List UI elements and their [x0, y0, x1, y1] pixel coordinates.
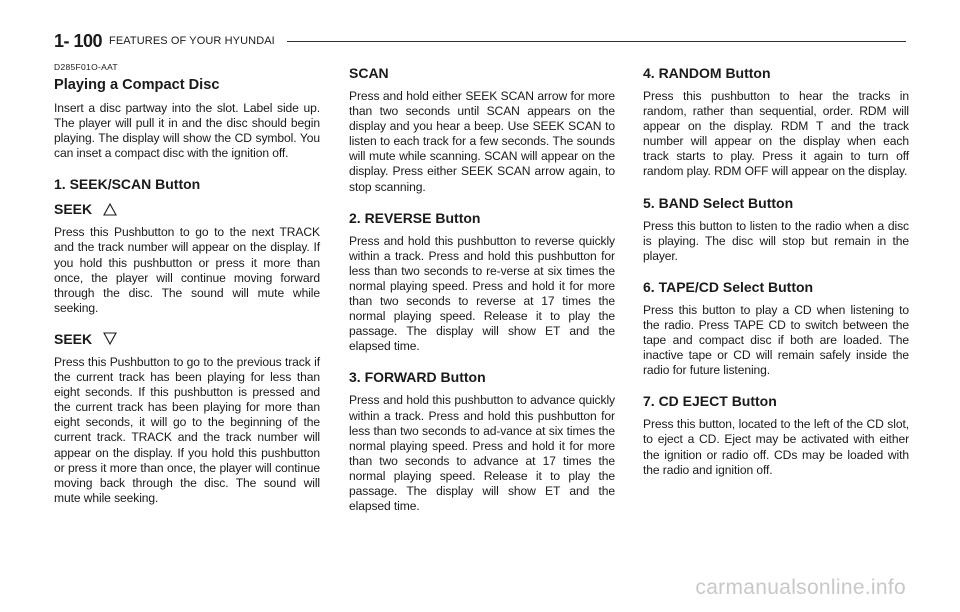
band-paragraph: Press this button to listen to the radio when a disc is playing. The disc will stop but remain in the player. — [643, 218, 909, 263]
seek-up-paragraph: Press this Pushbutton to go to the next TRACK and the track number will appear on the display. If you hold this pushbutton or press it more than once, the player will continue moving forward through the disc. The sound will mute while seeking. — [54, 225, 320, 315]
section-title: FEATURES OF YOUR HYUNDAI — [109, 35, 275, 47]
random-paragraph: Press this pushbutton to hear the tracks in random, rather than sequential, order. RDM will appear on the display. RDM T and the track number will appear on the display when each track starts to play. Press it again to turn off random play. RDM OFF will appear on the display. — [643, 89, 909, 179]
heading-band-label: 5. BAND Select Button — [643, 194, 794, 211]
column-3 — [643, 60, 909, 492]
cd-eject-paragraph: Press this button, located to the left of the CD slot, to eject a CD. Eject may be activated with either the ignition or radio off. CDs may be loaded with the radio and ignition off. — [643, 417, 909, 477]
document-code: D285F01O-AAT — [54, 62, 118, 72]
tape-cd-paragraph: Press this button to play a CD when listening to the radio. Press TAPE CD to switch between the tape and compact disc if both are loaded. The inactive tape or CD will remain safely inside the radio for future listening. — [643, 302, 909, 378]
heading-seek-scan-button — [54, 175, 320, 193]
heading-scan-label: SCAN — [349, 65, 389, 81]
scan-paragraph: Press and hold either SEEK SCAN arrow for more than two seconds until SCAN appears on the display and you hear a beep. Use SEEK SCAN to listen to each track for a few seconds. The sounds will mute while scanning. SCAN will appear on the display. Press either SEEK SCAN arrow again, to stop scanning. — [349, 89, 615, 194]
watermark: carmanualsonline.info — [695, 576, 906, 599]
heading-random-button — [643, 64, 909, 82]
heading-cd-eject-label: 7. CD EJECT Button — [643, 393, 777, 410]
heading-seek-scan-label: 1. SEEK/SCAN Button — [54, 176, 201, 193]
column-1 — [54, 60, 320, 520]
heading-seek-down-label: SEEK — [54, 330, 93, 347]
header-rule — [287, 41, 906, 42]
section-heading-playing-cd: Playing a Compact Disc — [54, 77, 220, 93]
triangle-up-icon — [103, 203, 117, 216]
column-2 — [349, 60, 615, 528]
heading-seek-up-label: SEEK — [54, 201, 93, 218]
reverse-paragraph: Press and hold this pushbutton to reverse quickly within a track. Press and hold this pushbutton for less than two seconds to re-verse at six times the normal playing speed. Press and hold it for more than two seconds to reverse at 17 times the normal playing speed. Release it to play the passage. The display will show ET and the elapsed time. — [349, 233, 615, 354]
heading-forward-button — [349, 368, 615, 386]
intro-paragraph: Insert a disc partway into the slot. Label side up. The player will pull it in and the disc should begin playing. The display will show the CD symbol. You can inset a compact disc with the ignition off. — [54, 101, 320, 161]
triangle-down-icon — [103, 332, 117, 345]
heading-forward-label: 3. FORWARD Button — [349, 369, 486, 386]
heading-tape-cd-button — [643, 278, 909, 296]
seek-down-paragraph: Press this Pushbutton to go to the previous track if the current track has been playing for less than eight seconds. If this pushbutton is pressed and the current track has been playing for more than eight seconds, it will go to the beginning of the current track. TRACK and the track number will appear on the display. If you hold this pushbutton or press it more than once, the player will continue moving back through the disc. The sound will mute while seeking. — [54, 354, 320, 505]
heading-cd-eject-button — [643, 392, 909, 410]
heading-seek-down — [54, 330, 320, 348]
heading-scan — [349, 64, 615, 82]
heading-tape-cd-label: 6. TAPE/CD Select Button — [643, 278, 814, 295]
heading-band-button — [643, 194, 909, 212]
heading-seek-up — [54, 200, 320, 218]
heading-reverse-button — [349, 209, 615, 227]
heading-reverse-label: 2. REVERSE Button — [349, 209, 481, 226]
forward-paragraph: Press and hold this pushbutton to advance quickly within a track. Press and hold this pushbutton for less than two seconds to ad-vance at six times the normal playing speed. Press and hold it for more than two seconds to advance at 17 times the normal playing speed. Release it to play the passage. The display will show ET and the elapsed time. — [349, 393, 615, 514]
page-number: 1- 100 — [54, 30, 103, 51]
heading-random-label: 4. RANDOM Button — [643, 65, 771, 81]
page-header — [54, 31, 906, 51]
